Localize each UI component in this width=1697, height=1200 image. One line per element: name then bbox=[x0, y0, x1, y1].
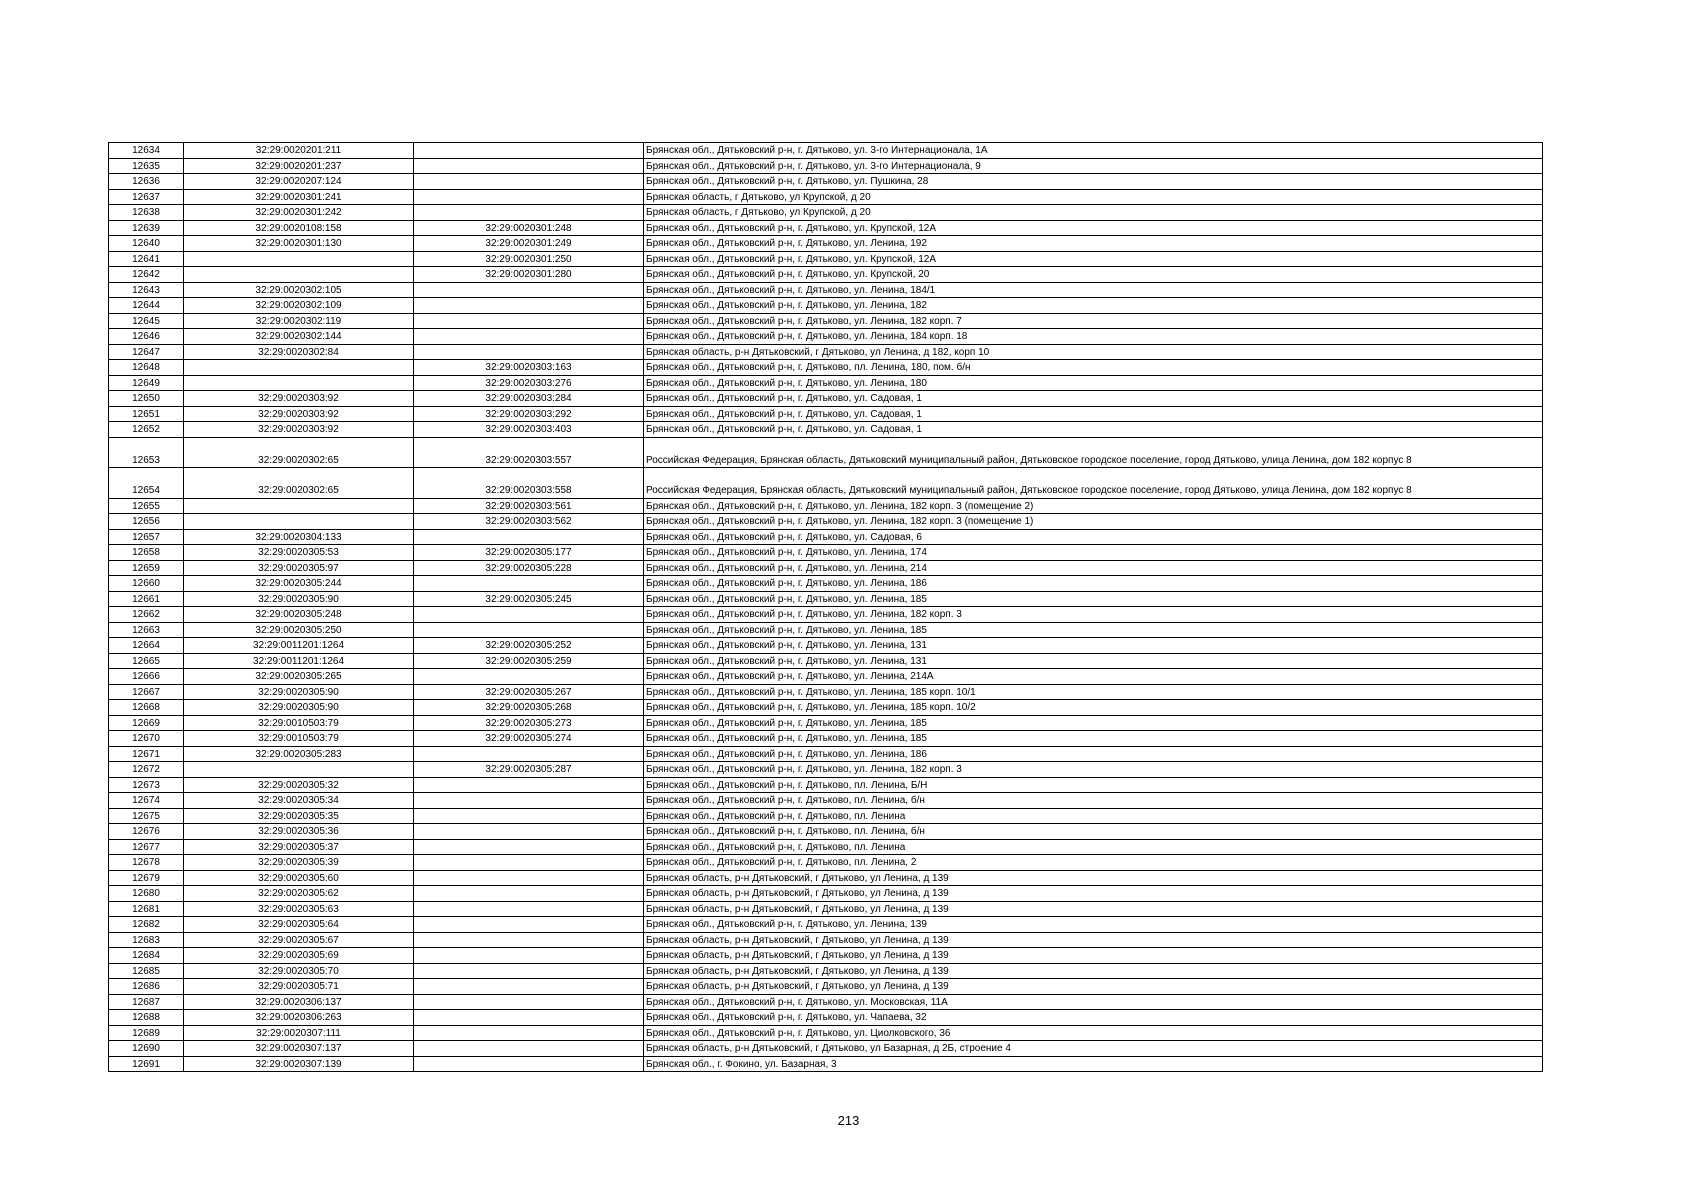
row-number-cell: 12651 bbox=[109, 406, 184, 422]
row-number-cell: 12658 bbox=[109, 545, 184, 561]
object-cadastral-number-cell: 32:29:0020303:403 bbox=[414, 422, 644, 438]
cadastral-number-cell: 32:29:0020302:105 bbox=[184, 282, 414, 298]
table-row bbox=[109, 653, 1543, 669]
cadastral-number-cell: 32:29:0020304:133 bbox=[184, 529, 414, 545]
table-row bbox=[109, 236, 1543, 252]
cadastral-number-cell: 32:29:0020307:139 bbox=[184, 1056, 414, 1072]
address-cell: Брянская область, р-н Дятьковский, г Дятьково, ул Ленина, д 139 bbox=[644, 886, 1543, 902]
table-row bbox=[109, 684, 1543, 700]
cadastral-number-cell: 32:29:0010503:79 bbox=[184, 715, 414, 731]
address-cell: Брянская область, р-н Дятьковский, г Дятьково, ул Ленина, д 139 bbox=[644, 948, 1543, 964]
table-row bbox=[109, 158, 1543, 174]
table-row bbox=[109, 979, 1543, 995]
row-number-cell: 12648 bbox=[109, 360, 184, 376]
table-row bbox=[109, 529, 1543, 545]
table-row bbox=[109, 375, 1543, 391]
table-row bbox=[109, 143, 1543, 159]
address-cell: Брянская обл., Дятьковский р-н, г. Дятьково, ул. 3-го Интернационала, 9 bbox=[644, 158, 1543, 174]
object-cadastral-number-cell bbox=[414, 839, 644, 855]
object-cadastral-number-cell: 32:29:0020303:284 bbox=[414, 391, 644, 407]
address-cell: Брянская обл., Дятьковский р-н, г. Дятьково, ул. Ленина, 139 bbox=[644, 917, 1543, 933]
row-number-cell: 12657 bbox=[109, 529, 184, 545]
object-cadastral-number-cell bbox=[414, 576, 644, 592]
object-cadastral-number-cell bbox=[414, 205, 644, 221]
object-cadastral-number-cell: 32:29:0020305:177 bbox=[414, 545, 644, 561]
table-row bbox=[109, 731, 1543, 747]
cadastral-number-cell: 32:29:0020301:241 bbox=[184, 189, 414, 205]
object-cadastral-number-cell: 32:29:0020303:292 bbox=[414, 406, 644, 422]
row-number-cell: 12678 bbox=[109, 855, 184, 871]
table-row bbox=[109, 205, 1543, 221]
row-number-cell: 12685 bbox=[109, 963, 184, 979]
row-number-cell: 12690 bbox=[109, 1041, 184, 1057]
object-cadastral-number-cell: 32:29:0020305:268 bbox=[414, 700, 644, 716]
row-number-cell: 12688 bbox=[109, 1010, 184, 1026]
register-table bbox=[108, 142, 1543, 1072]
address-cell: Брянская обл., Дятьковский р-н, г. Дятьково, ул. Ленина, 182 bbox=[644, 298, 1543, 314]
table-row bbox=[109, 622, 1543, 638]
address-cell: Брянская обл., Дятьковский р-н, г. Дятьково, пл. Ленина, б/н bbox=[644, 793, 1543, 809]
cadastral-number-cell: 32:29:0020307:137 bbox=[184, 1041, 414, 1057]
table-row bbox=[109, 1041, 1543, 1057]
object-cadastral-number-cell bbox=[414, 901, 644, 917]
row-number-cell: 12635 bbox=[109, 158, 184, 174]
object-cadastral-number-cell bbox=[414, 622, 644, 638]
object-cadastral-number-cell bbox=[414, 344, 644, 360]
row-number-cell: 12684 bbox=[109, 948, 184, 964]
cadastral-number-cell: 32:29:0011201:1264 bbox=[184, 653, 414, 669]
cadastral-number-cell: 32:29:0020305:97 bbox=[184, 560, 414, 576]
object-cadastral-number-cell bbox=[414, 143, 644, 159]
cadastral-number-cell: 32:29:0020207:124 bbox=[184, 174, 414, 190]
register-table-body bbox=[109, 143, 1543, 1072]
table-row bbox=[109, 669, 1543, 685]
cadastral-number-cell: 32:29:0020305:69 bbox=[184, 948, 414, 964]
row-number-cell: 12681 bbox=[109, 901, 184, 917]
cadastral-number-cell: 32:29:0020201:237 bbox=[184, 158, 414, 174]
table-row bbox=[109, 886, 1543, 902]
object-cadastral-number-cell: 32:29:0020303:557 bbox=[414, 437, 644, 468]
cadastral-number-cell: 32:29:0020305:90 bbox=[184, 591, 414, 607]
object-cadastral-number-cell bbox=[414, 282, 644, 298]
object-cadastral-number-cell: 32:29:0020301:249 bbox=[414, 236, 644, 252]
cadastral-number-cell bbox=[184, 762, 414, 778]
table-row bbox=[109, 932, 1543, 948]
row-number-cell: 12679 bbox=[109, 870, 184, 886]
cadastral-number-cell: 32:29:0010503:79 bbox=[184, 731, 414, 747]
address-cell: Брянская обл., Дятьковский р-н, г. Дятьково, ул. Ленина, 186 bbox=[644, 746, 1543, 762]
cadastral-number-cell: 32:29:0020305:90 bbox=[184, 700, 414, 716]
address-cell: Брянская обл., Дятьковский р-н, г. Дятьково, ул. Садовая, 6 bbox=[644, 529, 1543, 545]
table-row bbox=[109, 560, 1543, 576]
cadastral-number-cell: 32:29:0020305:244 bbox=[184, 576, 414, 592]
row-number-cell: 12667 bbox=[109, 684, 184, 700]
cadastral-number-cell: 32:29:0020305:250 bbox=[184, 622, 414, 638]
object-cadastral-number-cell bbox=[414, 963, 644, 979]
table-row bbox=[109, 715, 1543, 731]
cadastral-number-cell: 32:29:0020305:62 bbox=[184, 886, 414, 902]
object-cadastral-number-cell bbox=[414, 1041, 644, 1057]
table-row bbox=[109, 174, 1543, 190]
row-number-cell: 12637 bbox=[109, 189, 184, 205]
row-number-cell: 12661 bbox=[109, 591, 184, 607]
cadastral-number-cell: 32:29:0020305:283 bbox=[184, 746, 414, 762]
table-row bbox=[109, 1010, 1543, 1026]
table-row bbox=[109, 514, 1543, 530]
cadastral-number-cell: 32:29:0020305:67 bbox=[184, 932, 414, 948]
address-cell: Брянская обл., Дятьковский р-н, г. Дятьково, ул. Ленина, 185 bbox=[644, 715, 1543, 731]
table-row bbox=[109, 638, 1543, 654]
cadastral-number-cell: 32:29:0020302:65 bbox=[184, 437, 414, 468]
cadastral-number-cell: 32:29:0020305:248 bbox=[184, 607, 414, 623]
cadastral-number-cell: 32:29:0020306:263 bbox=[184, 1010, 414, 1026]
address-cell: Брянская обл., Дятьковский р-н, г. Дятьково, ул. Московская, 11А bbox=[644, 994, 1543, 1010]
address-cell: Брянская обл., Дятьковский р-н, г. Дятьково, ул. Ленина, 185 bbox=[644, 622, 1543, 638]
object-cadastral-number-cell bbox=[414, 948, 644, 964]
row-number-cell: 12686 bbox=[109, 979, 184, 995]
cadastral-number-cell: 32:29:0020305:32 bbox=[184, 777, 414, 793]
object-cadastral-number-cell bbox=[414, 855, 644, 871]
table-row bbox=[109, 746, 1543, 762]
object-cadastral-number-cell bbox=[414, 1056, 644, 1072]
row-number-cell: 12646 bbox=[109, 329, 184, 345]
row-number-cell: 12634 bbox=[109, 143, 184, 159]
object-cadastral-number-cell: 32:29:0020303:561 bbox=[414, 498, 644, 514]
object-cadastral-number-cell bbox=[414, 189, 644, 205]
address-cell: Брянская область, г Дятьково, ул Крупской, д 20 bbox=[644, 189, 1543, 205]
address-cell: Брянская обл., Дятьковский р-н, г. Дятьково, ул. Ленина, 180 bbox=[644, 375, 1543, 391]
table-row bbox=[109, 422, 1543, 438]
address-cell: Брянская обл., Дятьковский р-н, г. Дятьково, ул. Ленина, 185 корп. 10/2 bbox=[644, 700, 1543, 716]
address-cell: Брянская область, р-н Дятьковский, г Дятьково, ул Ленина, д 139 bbox=[644, 963, 1543, 979]
table-row bbox=[109, 855, 1543, 871]
object-cadastral-number-cell bbox=[414, 529, 644, 545]
row-number-cell: 12672 bbox=[109, 762, 184, 778]
address-cell: Брянская обл., Дятьковский р-н, г. Дятьково, ул. Ленина, 182 корп. 3 bbox=[644, 762, 1543, 778]
cadastral-number-cell bbox=[184, 251, 414, 267]
cadastral-number-cell bbox=[184, 360, 414, 376]
cadastral-number-cell: 32:29:0020305:60 bbox=[184, 870, 414, 886]
row-number-cell: 12647 bbox=[109, 344, 184, 360]
row-number-cell: 12666 bbox=[109, 669, 184, 685]
cadastral-number-cell: 32:29:0020305:35 bbox=[184, 808, 414, 824]
cadastral-number-cell: 32:29:0020305:63 bbox=[184, 901, 414, 917]
table-row bbox=[109, 406, 1543, 422]
address-cell: Российская Федерация, Брянская область, Дятьковский муниципальный район, Дятьковское городское поселение, город Дятьково, улица Ленина, дом 182 корпус 8 bbox=[644, 468, 1543, 499]
cadastral-number-cell: 32:29:0020305:90 bbox=[184, 684, 414, 700]
address-cell: Брянская обл., Дятьковский р-н, г. Дятьково, пл. Ленина bbox=[644, 839, 1543, 855]
row-number-cell: 12673 bbox=[109, 777, 184, 793]
table-row bbox=[109, 1056, 1543, 1072]
object-cadastral-number-cell bbox=[414, 329, 644, 345]
address-cell: Брянская обл., г. Фокино, ул. Базарная, 3 bbox=[644, 1056, 1543, 1072]
row-number-cell: 12664 bbox=[109, 638, 184, 654]
object-cadastral-number-cell: 32:29:0020305:274 bbox=[414, 731, 644, 747]
table-row bbox=[109, 498, 1543, 514]
address-cell: Брянская обл., Дятьковский р-н, г. Дятьково, пл. Ленина, 2 bbox=[644, 855, 1543, 871]
cadastral-number-cell: 32:29:0020305:265 bbox=[184, 669, 414, 685]
address-cell: Брянская область, р-н Дятьковский, г Дятьково, ул Ленина, д 182, корп 10 bbox=[644, 344, 1543, 360]
address-cell: Брянская обл., Дятьковский р-н, г. Дятьково, ул. Чапаева, 32 bbox=[644, 1010, 1543, 1026]
address-cell: Брянская обл., Дятьковский р-н, г. Дятьково, ул. Садовая, 1 bbox=[644, 391, 1543, 407]
row-number-cell: 12654 bbox=[109, 468, 184, 499]
object-cadastral-number-cell: 32:29:0020301:280 bbox=[414, 267, 644, 283]
row-number-cell: 12656 bbox=[109, 514, 184, 530]
object-cadastral-number-cell: 32:29:0020305:252 bbox=[414, 638, 644, 654]
object-cadastral-number-cell bbox=[414, 808, 644, 824]
row-number-cell: 12640 bbox=[109, 236, 184, 252]
table-row bbox=[109, 329, 1543, 345]
object-cadastral-number-cell bbox=[414, 886, 644, 902]
address-cell: Брянская обл., Дятьковский р-н, г. Дятьково, ул. Ленина, 186 bbox=[644, 576, 1543, 592]
address-cell: Брянская обл., Дятьковский р-н, г. Дятьково, ул. Ленина, 185 корп. 10/1 bbox=[644, 684, 1543, 700]
row-number-cell: 12682 bbox=[109, 917, 184, 933]
object-cadastral-number-cell: 32:29:0020301:250 bbox=[414, 251, 644, 267]
address-cell: Брянская обл., Дятьковский р-н, г. Дятьково, ул. Ленина, 131 bbox=[644, 653, 1543, 669]
table-row bbox=[109, 576, 1543, 592]
cadastral-number-cell: 32:29:0020302:109 bbox=[184, 298, 414, 314]
row-number-cell: 12642 bbox=[109, 267, 184, 283]
row-number-cell: 12674 bbox=[109, 793, 184, 809]
row-number-cell: 12677 bbox=[109, 839, 184, 855]
object-cadastral-number-cell bbox=[414, 793, 644, 809]
cadastral-number-cell: 32:29:0020303:92 bbox=[184, 391, 414, 407]
address-cell: Брянская обл., Дятьковский р-н, г. Дятьково, ул. Ленина, 182 корп. 3 (помещение 1) bbox=[644, 514, 1543, 530]
table-row bbox=[109, 298, 1543, 314]
object-cadastral-number-cell: 32:29:0020305:228 bbox=[414, 560, 644, 576]
row-number-cell: 12641 bbox=[109, 251, 184, 267]
cadastral-number-cell: 32:29:0020301:242 bbox=[184, 205, 414, 221]
cadastral-number-cell: 32:29:0020302:84 bbox=[184, 344, 414, 360]
cadastral-number-cell: 32:29:0020303:92 bbox=[184, 422, 414, 438]
object-cadastral-number-cell bbox=[414, 932, 644, 948]
cadastral-number-cell: 32:29:0020301:130 bbox=[184, 236, 414, 252]
object-cadastral-number-cell bbox=[414, 607, 644, 623]
address-cell: Брянская обл., Дятьковский р-н, г. Дятьково, ул. Ленина, 184 корп. 18 bbox=[644, 329, 1543, 345]
address-cell: Брянская обл., Дятьковский р-н, г. Дятьково, ул. Ленина, 192 bbox=[644, 236, 1543, 252]
address-cell: Брянская обл., Дятьковский р-н, г. Дятьково, ул. Крупской, 12А bbox=[644, 220, 1543, 236]
object-cadastral-number-cell: 32:29:0020301:248 bbox=[414, 220, 644, 236]
row-number-cell: 12670 bbox=[109, 731, 184, 747]
row-number-cell: 12636 bbox=[109, 174, 184, 190]
address-cell: Брянская обл., Дятьковский р-н, г. Дятьково, ул. Садовая, 1 bbox=[644, 406, 1543, 422]
cadastral-number-cell bbox=[184, 498, 414, 514]
row-number-cell: 12644 bbox=[109, 298, 184, 314]
cadastral-number-cell bbox=[184, 514, 414, 530]
cadastral-number-cell: 32:29:0020302:119 bbox=[184, 313, 414, 329]
address-cell: Брянская обл., Дятьковский р-н, г. Дятьково, пл. Ленина, Б/Н bbox=[644, 777, 1543, 793]
table-row bbox=[109, 607, 1543, 623]
cadastral-number-cell: 32:29:0020305:70 bbox=[184, 963, 414, 979]
table-row bbox=[109, 963, 1543, 979]
table-row bbox=[109, 839, 1543, 855]
cadastral-number-cell: 32:29:0020307:111 bbox=[184, 1025, 414, 1041]
table-row bbox=[109, 437, 1543, 468]
object-cadastral-number-cell bbox=[414, 917, 644, 933]
address-cell: Брянская обл., Дятьковский р-н, г. Дятьково, ул. Ленина, 185 bbox=[644, 731, 1543, 747]
address-cell: Российская Федерация, Брянская область, Дятьковский муниципальный район, Дятьковское городское поселение, город Дятьково, улица Ленина, дом 182 корпус 8 bbox=[644, 437, 1543, 468]
row-number-cell: 12652 bbox=[109, 422, 184, 438]
address-cell: Брянская обл., Дятьковский р-н, г. Дятьково, ул. Ленина, 214 bbox=[644, 560, 1543, 576]
table-row bbox=[109, 545, 1543, 561]
address-cell: Брянская обл., Дятьковский р-н, г. Дятьково, ул. 3-го Интернационала, 1А bbox=[644, 143, 1543, 159]
object-cadastral-number-cell bbox=[414, 994, 644, 1010]
address-cell: Брянская обл., Дятьковский р-н, г. Дятьково, ул. Циолковского, 36 bbox=[644, 1025, 1543, 1041]
table-row bbox=[109, 762, 1543, 778]
row-number-cell: 12655 bbox=[109, 498, 184, 514]
table-row bbox=[109, 824, 1543, 840]
address-cell: Брянская обл., Дятьковский р-н, г. Дятьково, пл. Ленина bbox=[644, 808, 1543, 824]
object-cadastral-number-cell: 32:29:0020305:245 bbox=[414, 591, 644, 607]
cadastral-number-cell: 32:29:0020302:65 bbox=[184, 468, 414, 499]
table-row bbox=[109, 591, 1543, 607]
cadastral-number-cell: 32:29:0020302:144 bbox=[184, 329, 414, 345]
object-cadastral-number-cell: 32:29:0020305:273 bbox=[414, 715, 644, 731]
address-cell: Брянская обл., Дятьковский р-н, г. Дятьково, ул. Ленина, 182 корп. 7 bbox=[644, 313, 1543, 329]
address-cell: Брянская обл., Дятьковский р-н, г. Дятьково, ул. Ленина, 131 bbox=[644, 638, 1543, 654]
row-number-cell: 12683 bbox=[109, 932, 184, 948]
row-number-cell: 12687 bbox=[109, 994, 184, 1010]
cadastral-number-cell: 32:29:0011201:1264 bbox=[184, 638, 414, 654]
table-row bbox=[109, 468, 1543, 499]
address-cell: Брянская область, р-н Дятьковский, г Дятьково, ул Ленина, д 139 bbox=[644, 870, 1543, 886]
table-row bbox=[109, 391, 1543, 407]
address-cell: Брянская обл., Дятьковский р-н, г. Дятьково, пл. Ленина, б/н bbox=[644, 824, 1543, 840]
object-cadastral-number-cell bbox=[414, 824, 644, 840]
object-cadastral-number-cell: 32:29:0020303:163 bbox=[414, 360, 644, 376]
page-number: 213 bbox=[837, 1113, 860, 1128]
row-number-cell: 12643 bbox=[109, 282, 184, 298]
table-row bbox=[109, 282, 1543, 298]
cadastral-number-cell: 32:29:0020201:211 bbox=[184, 143, 414, 159]
object-cadastral-number-cell bbox=[414, 746, 644, 762]
cadastral-number-cell bbox=[184, 375, 414, 391]
object-cadastral-number-cell bbox=[414, 870, 644, 886]
table-row bbox=[109, 901, 1543, 917]
row-number-cell: 12665 bbox=[109, 653, 184, 669]
row-number-cell: 12659 bbox=[109, 560, 184, 576]
cadastral-number-cell: 32:29:0020305:53 bbox=[184, 545, 414, 561]
address-cell: Брянская область, р-н Дятьковский, г Дятьково, ул Ленина, д 139 bbox=[644, 932, 1543, 948]
table-row bbox=[109, 777, 1543, 793]
row-number-cell: 12660 bbox=[109, 576, 184, 592]
cadastral-number-cell: 32:29:0020305:39 bbox=[184, 855, 414, 871]
object-cadastral-number-cell: 32:29:0020303:276 bbox=[414, 375, 644, 391]
object-cadastral-number-cell bbox=[414, 313, 644, 329]
address-cell: Брянская обл., Дятьковский р-н, г. Дятьково, ул. Ленина, 182 корп. 3 (помещение 2) bbox=[644, 498, 1543, 514]
table-row bbox=[109, 344, 1543, 360]
object-cadastral-number-cell: 32:29:0020305:267 bbox=[414, 684, 644, 700]
address-cell: Брянская обл., Дятьковский р-н, г. Дятьково, ул. Ленина, 185 bbox=[644, 591, 1543, 607]
cadastral-number-cell: 32:29:0020305:37 bbox=[184, 839, 414, 855]
object-cadastral-number-cell bbox=[414, 669, 644, 685]
object-cadastral-number-cell: 32:29:0020305:259 bbox=[414, 653, 644, 669]
table-row bbox=[109, 360, 1543, 376]
cadastral-number-cell: 32:29:0020305:64 bbox=[184, 917, 414, 933]
table-row bbox=[109, 808, 1543, 824]
object-cadastral-number-cell: 32:29:0020305:287 bbox=[414, 762, 644, 778]
address-cell: Брянская обл., Дятьковский р-н, г. Дятьково, ул. Садовая, 1 bbox=[644, 422, 1543, 438]
table-row bbox=[109, 700, 1543, 716]
row-number-cell: 12676 bbox=[109, 824, 184, 840]
address-cell: Брянская обл., Дятьковский р-н, г. Дятьково, ул. Ленина, 174 bbox=[644, 545, 1543, 561]
object-cadastral-number-cell bbox=[414, 777, 644, 793]
address-cell: Брянская обл., Дятьковский р-н, г. Дятьково, ул. Ленина, 182 корп. 3 bbox=[644, 607, 1543, 623]
table-row bbox=[109, 251, 1543, 267]
address-cell: Брянская обл., Дятьковский р-н, г. Дятьково, ул. Пушкина, 28 bbox=[644, 174, 1543, 190]
table-row bbox=[109, 793, 1543, 809]
object-cadastral-number-cell bbox=[414, 1025, 644, 1041]
row-number-cell: 12649 bbox=[109, 375, 184, 391]
address-cell: Брянская обл., Дятьковский р-н, г. Дятьково, ул. Крупской, 20 bbox=[644, 267, 1543, 283]
cadastral-number-cell: 32:29:0020108:158 bbox=[184, 220, 414, 236]
address-cell: Брянская область, р-н Дятьковский, г Дятьково, ул Ленина, д 139 bbox=[644, 901, 1543, 917]
cadastral-number-cell: 32:29:0020306:137 bbox=[184, 994, 414, 1010]
table-row bbox=[109, 994, 1543, 1010]
address-cell: Брянская обл., Дятьковский р-н, г. Дятьково, ул. Ленина, 214А bbox=[644, 669, 1543, 685]
row-number-cell: 12671 bbox=[109, 746, 184, 762]
address-cell: Брянская обл., Дятьковский р-н, г. Дятьково, пл. Ленина, 180, пом. б/н bbox=[644, 360, 1543, 376]
row-number-cell: 12645 bbox=[109, 313, 184, 329]
cadastral-number-cell: 32:29:0020305:71 bbox=[184, 979, 414, 995]
row-number-cell: 12691 bbox=[109, 1056, 184, 1072]
address-cell: Брянская обл., Дятьковский р-н, г. Дятьково, ул. Крупской, 12А bbox=[644, 251, 1543, 267]
table-row bbox=[109, 267, 1543, 283]
address-cell: Брянская область, р-н Дятьковский, г Дятьково, ул Ленина, д 139 bbox=[644, 979, 1543, 995]
row-number-cell: 12663 bbox=[109, 622, 184, 638]
address-cell: Брянская обл., Дятьковский р-н, г. Дятьково, ул. Ленина, 184/1 bbox=[644, 282, 1543, 298]
cadastral-number-cell: 32:29:0020303:92 bbox=[184, 406, 414, 422]
address-cell: Брянская область, р-н Дятьковский, г Дятьково, ул Базарная, д 2Б, строение 4 bbox=[644, 1041, 1543, 1057]
object-cadastral-number-cell bbox=[414, 158, 644, 174]
object-cadastral-number-cell bbox=[414, 174, 644, 190]
object-cadastral-number-cell bbox=[414, 1010, 644, 1026]
table-row bbox=[109, 220, 1543, 236]
cadastral-number-cell: 32:29:0020305:36 bbox=[184, 824, 414, 840]
table-row bbox=[109, 917, 1543, 933]
table-row bbox=[109, 870, 1543, 886]
object-cadastral-number-cell bbox=[414, 979, 644, 995]
row-number-cell: 12653 bbox=[109, 437, 184, 468]
address-cell: Брянская область, г Дятьково, ул Крупской, д 20 bbox=[644, 205, 1543, 221]
row-number-cell: 12689 bbox=[109, 1025, 184, 1041]
table-row bbox=[109, 1025, 1543, 1041]
row-number-cell: 12675 bbox=[109, 808, 184, 824]
row-number-cell: 12638 bbox=[109, 205, 184, 221]
row-number-cell: 12680 bbox=[109, 886, 184, 902]
object-cadastral-number-cell: 32:29:0020303:562 bbox=[414, 514, 644, 530]
row-number-cell: 12650 bbox=[109, 391, 184, 407]
row-number-cell: 12639 bbox=[109, 220, 184, 236]
cadastral-number-cell: 32:29:0020305:34 bbox=[184, 793, 414, 809]
cadastral-number-cell bbox=[184, 267, 414, 283]
table-row bbox=[109, 948, 1543, 964]
row-number-cell: 12669 bbox=[109, 715, 184, 731]
object-cadastral-number-cell bbox=[414, 298, 644, 314]
row-number-cell: 12662 bbox=[109, 607, 184, 623]
object-cadastral-number-cell: 32:29:0020303:558 bbox=[414, 468, 644, 499]
row-number-cell: 12668 bbox=[109, 700, 184, 716]
table-row bbox=[109, 313, 1543, 329]
table-row bbox=[109, 189, 1543, 205]
